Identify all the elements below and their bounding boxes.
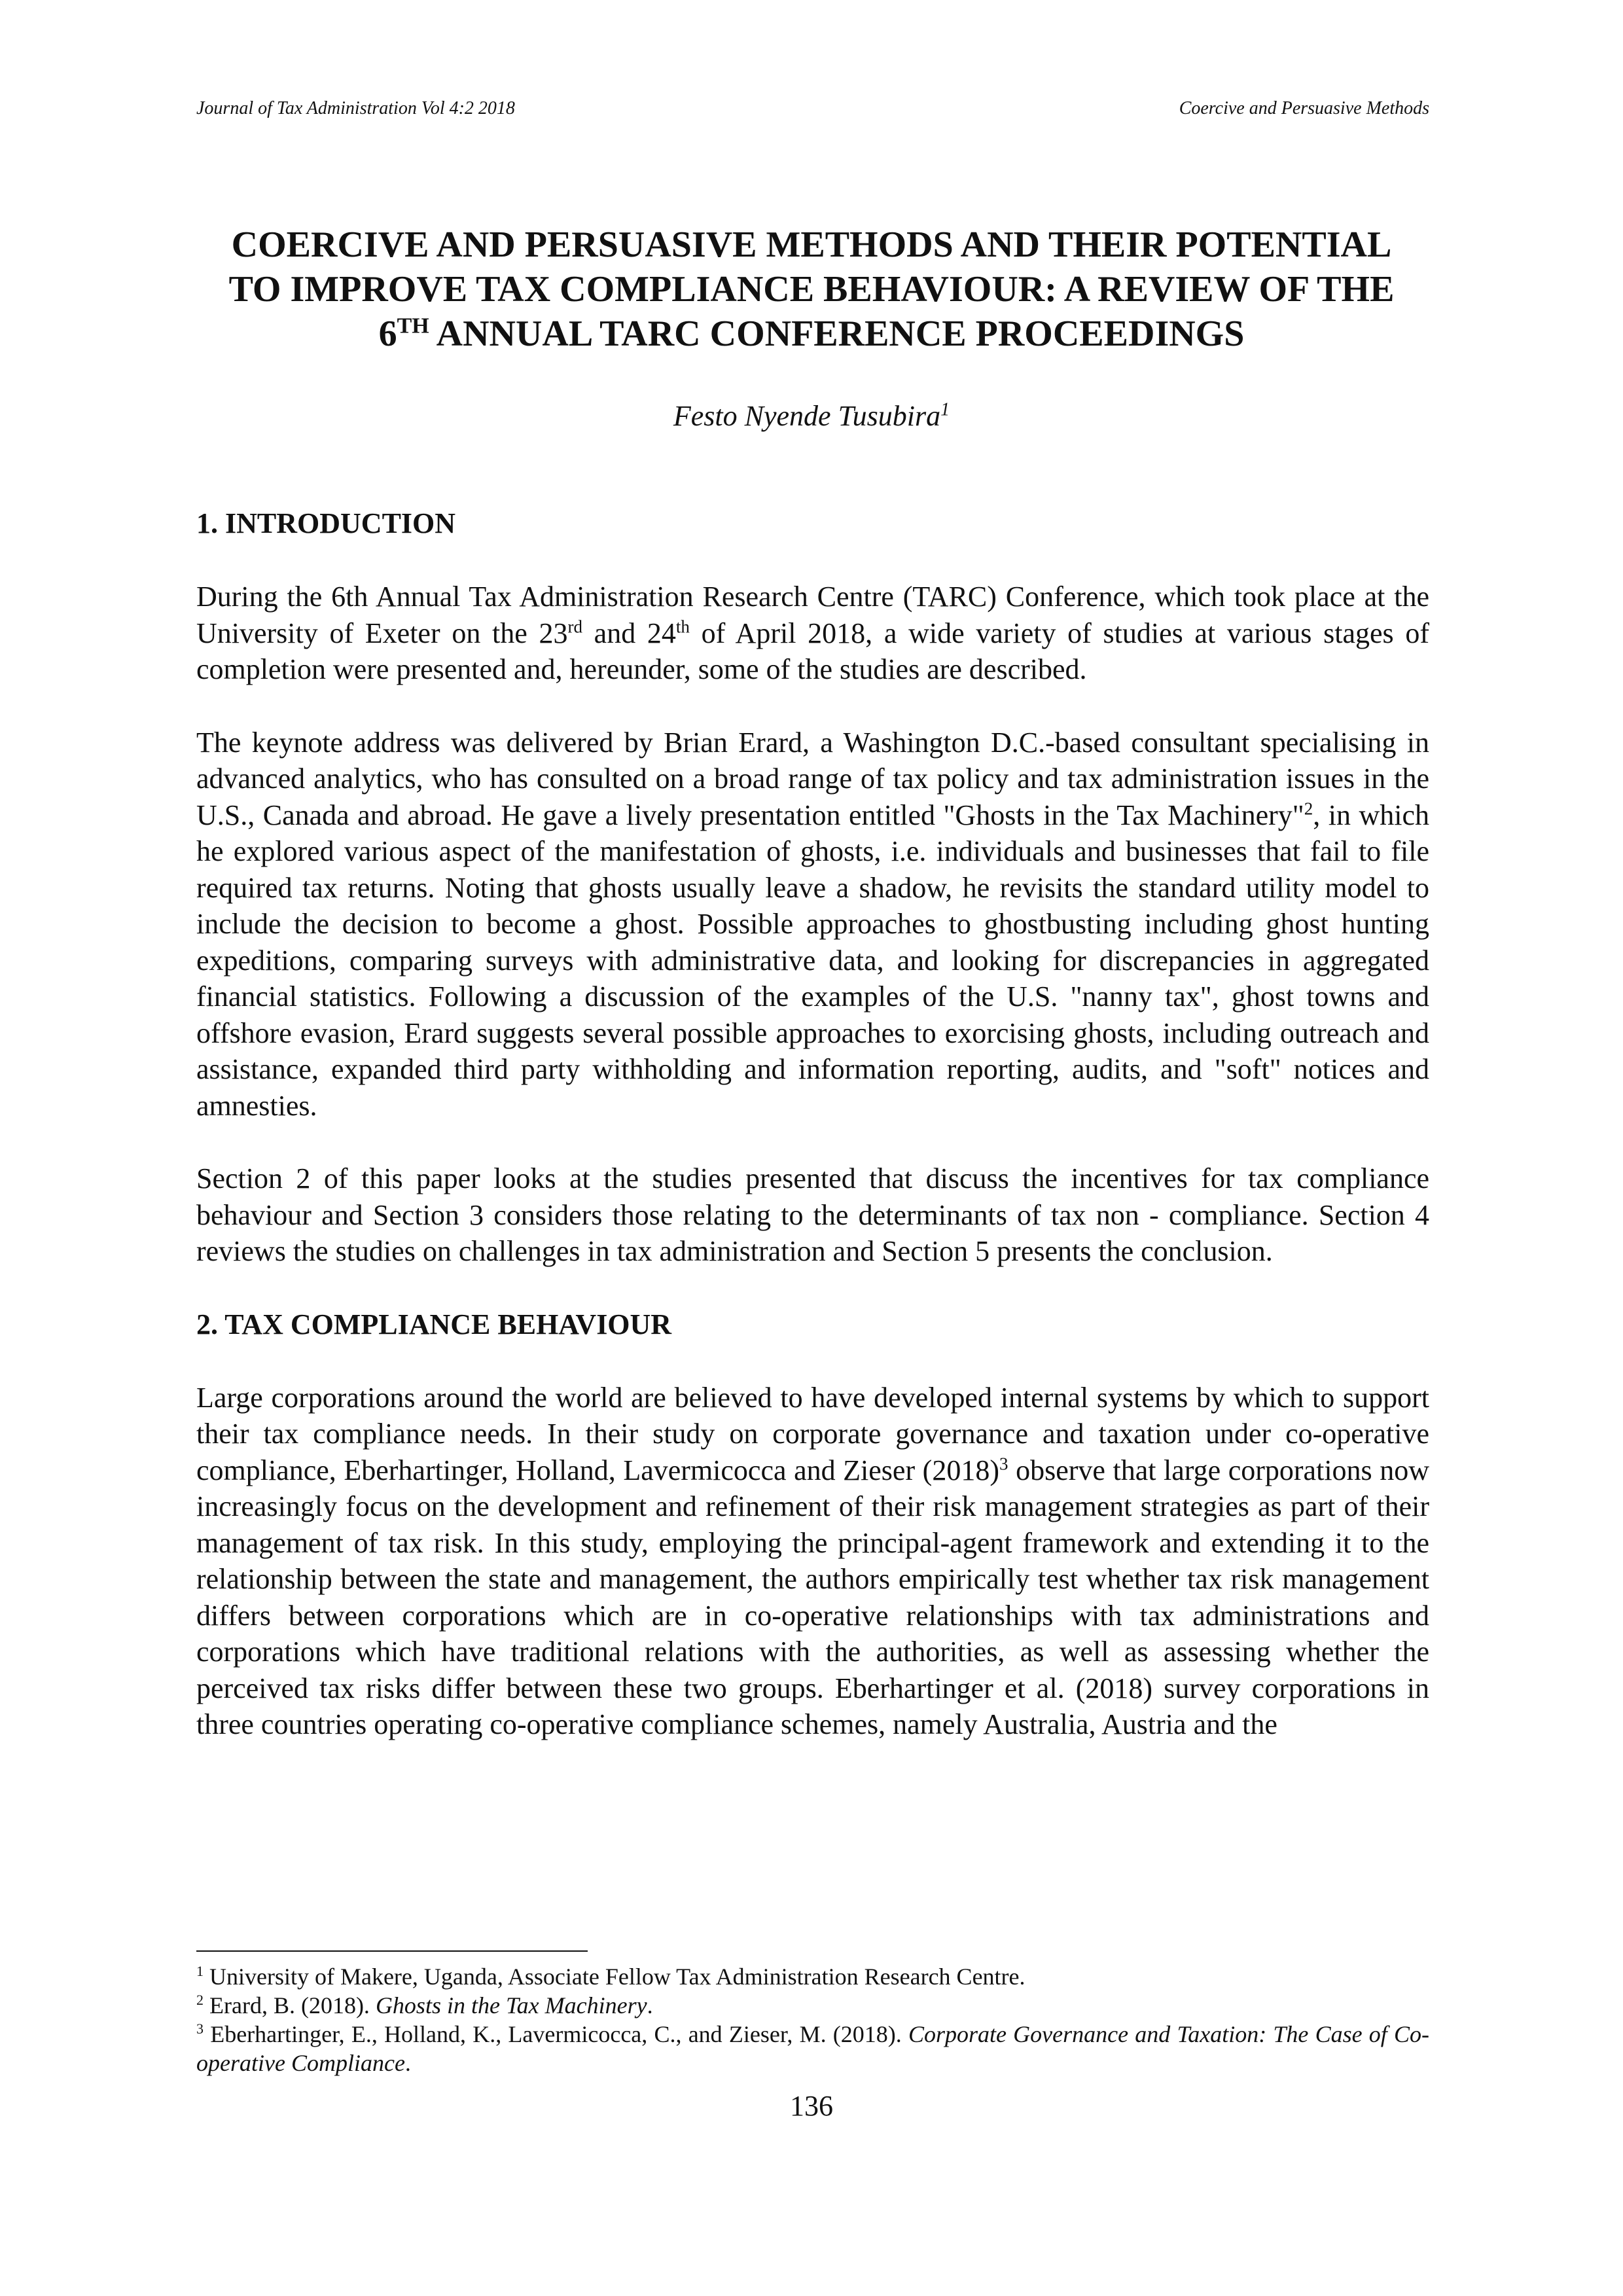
footnote-italic-title: Corporate Governance and Taxation: The Case of Co-operative Compliance [196, 2021, 1429, 2076]
author-byline [164, 398, 1459, 435]
article-body [196, 505, 1429, 1780]
footnote-ref-2[interactable]: 2 [1304, 798, 1313, 818]
compliance-paragraph-1 [196, 1380, 1429, 1743]
compliance-p1-text-b: observe that large corporations now increasingly focus on the development and refinement of their risk management strategies as part of their management of tax risk. In this study, employing the principal-agent framework and extending it to the relationship between the state and management, the authors empirically test whether tax risk management differs between corporations which are in co-operative relationships with tax administrations and corporations which have traditional relations with the authorities, as well as assessing whether the perceived tax risks differ between these two groups. Eberhartinger et al. (2018) survey corporations in three countries operating co-operative compliance schemes, namely Australia, Austria and the [196, 1454, 1430, 1740]
footnotes [196, 1962, 1429, 2077]
title-line-1: COERCIVE AND PERSUASIVE METHODS AND THEIR POTENTIAL [231, 224, 1392, 265]
intro-p2-text-b: , in which he explored various aspect of the manifestation of ghosts, i.e. individuals and businesses that fail to file required tax returns. Noting that ghosts usually leave a shadow, he revisits the standard utility model to include the decision to become a ghost. Possible approaches to ghostbusting including ghost hunting expeditions, comparing surveys with administrative data, and looking for discrepancies in aggregated financial statistics. Following a discussion of the examples of the U.S. "nanny tax", ghost towns and offshore evasion, Erard suggests several possible approaches to exorcising ghosts, including outreach and assistance, expanded third party withholding and information reporting, audits, and "soft" notices and amnesties. [196, 798, 1429, 1122]
section-heading-tax-compliance: 2. TAX COMPLIANCE BEHAVIOUR [196, 1308, 672, 1340]
title-ordinal-suffix: TH [397, 314, 429, 338]
intro-paragraph-2 [196, 725, 1429, 1124]
intro-paragraph-1 [196, 579, 1429, 688]
intro-p1-text-b: and 24 [582, 617, 676, 649]
title-line-2: TO IMPROVE TAX COMPLIANCE BEHAVIOUR: A REVIEW OF THE [228, 269, 1395, 310]
footnote-text: Eberhartinger, E., Holland, K., Lavermicocca, C., and Zieser, M. (2018). [204, 2021, 908, 2047]
intro-p1-sup-th: th [675, 616, 690, 636]
footnote-1 [196, 1962, 1429, 1991]
footnote-italic-title: Ghosts in the Tax Machinery [375, 1992, 647, 2018]
author-footnote-marker: 1 [940, 399, 950, 420]
intro-paragraph-3: Section 2 of this paper looks at the studies presented that discuss the incentives for tax compliance behaviour and Section 3 considers those relating to the determinants of tax non - compliance. Section 4 reviews the studies on challenges in tax administration and Section 5 presents the conclusion. [196, 1162, 1429, 1267]
author-name: Festo Nyende Tusubira [673, 400, 941, 432]
footnote-2 [196, 1991, 1429, 2020]
footnote-marker: 2 [196, 1992, 204, 2008]
intro-p1-text-a: During the 6th Annual Tax Administration Research Centre (TARC) Conference, which took place at the University of Exeter on the 23 [196, 581, 1429, 649]
footnote-marker: 3 [196, 2020, 204, 2037]
title-line-3-number: 6 [378, 314, 397, 354]
intro-p2-text-a: The keynote address was delivered by Brian Erard, a Washington D.C.-based consultant specialising in advanced analytics, who has consulted on a broad range of tax policy and tax administration issues in the U.S., Canada and abroad. He gave a lively presentation entitled "Ghosts in the Tax Machinery" [196, 726, 1429, 831]
footnote-end: . [647, 1992, 653, 2018]
page-number: 136 [790, 2090, 833, 2122]
footnote-end: . [404, 2050, 411, 2076]
compliance-p1-text-a: Large corporations around the world are believed to have developed internal systems by which to support their tax compliance needs. In their study on corporate governance and taxation under co-operative compliance, Eberhartinger, Holland, Lavermicocca and Zieser (2018) [196, 1381, 1429, 1486]
footnote-divider [196, 1950, 588, 1952]
article-title [164, 223, 1459, 356]
intro-p1-text-c: of April 2018, a wide variety of studies at various stages of completion were presented and, hereunder, some of the studies are described. [196, 617, 1429, 685]
footnote-text: Erard, B. (2018). [204, 1992, 376, 2018]
footnote-3 [196, 2020, 1429, 2077]
footnote-ref-3[interactable]: 3 [999, 1453, 1008, 1473]
section-heading-introduction: 1. INTRODUCTION [196, 507, 456, 539]
intro-p1-sup-rd: rd [567, 616, 582, 636]
footnote-text: University of Makere, Uganda, Associate Fellow Tax Administration Research Centre. [204, 1964, 1026, 1990]
title-line-3-text: ANNUAL TARC CONFERENCE PROCEEDINGS [429, 314, 1245, 354]
running-head-journal: Journal of Tax Administration Vol 4:2 2018 [196, 98, 515, 118]
running-head-short-title: Coercive and Persuasive Methods [1179, 98, 1429, 118]
footnote-marker: 1 [196, 1963, 204, 1979]
